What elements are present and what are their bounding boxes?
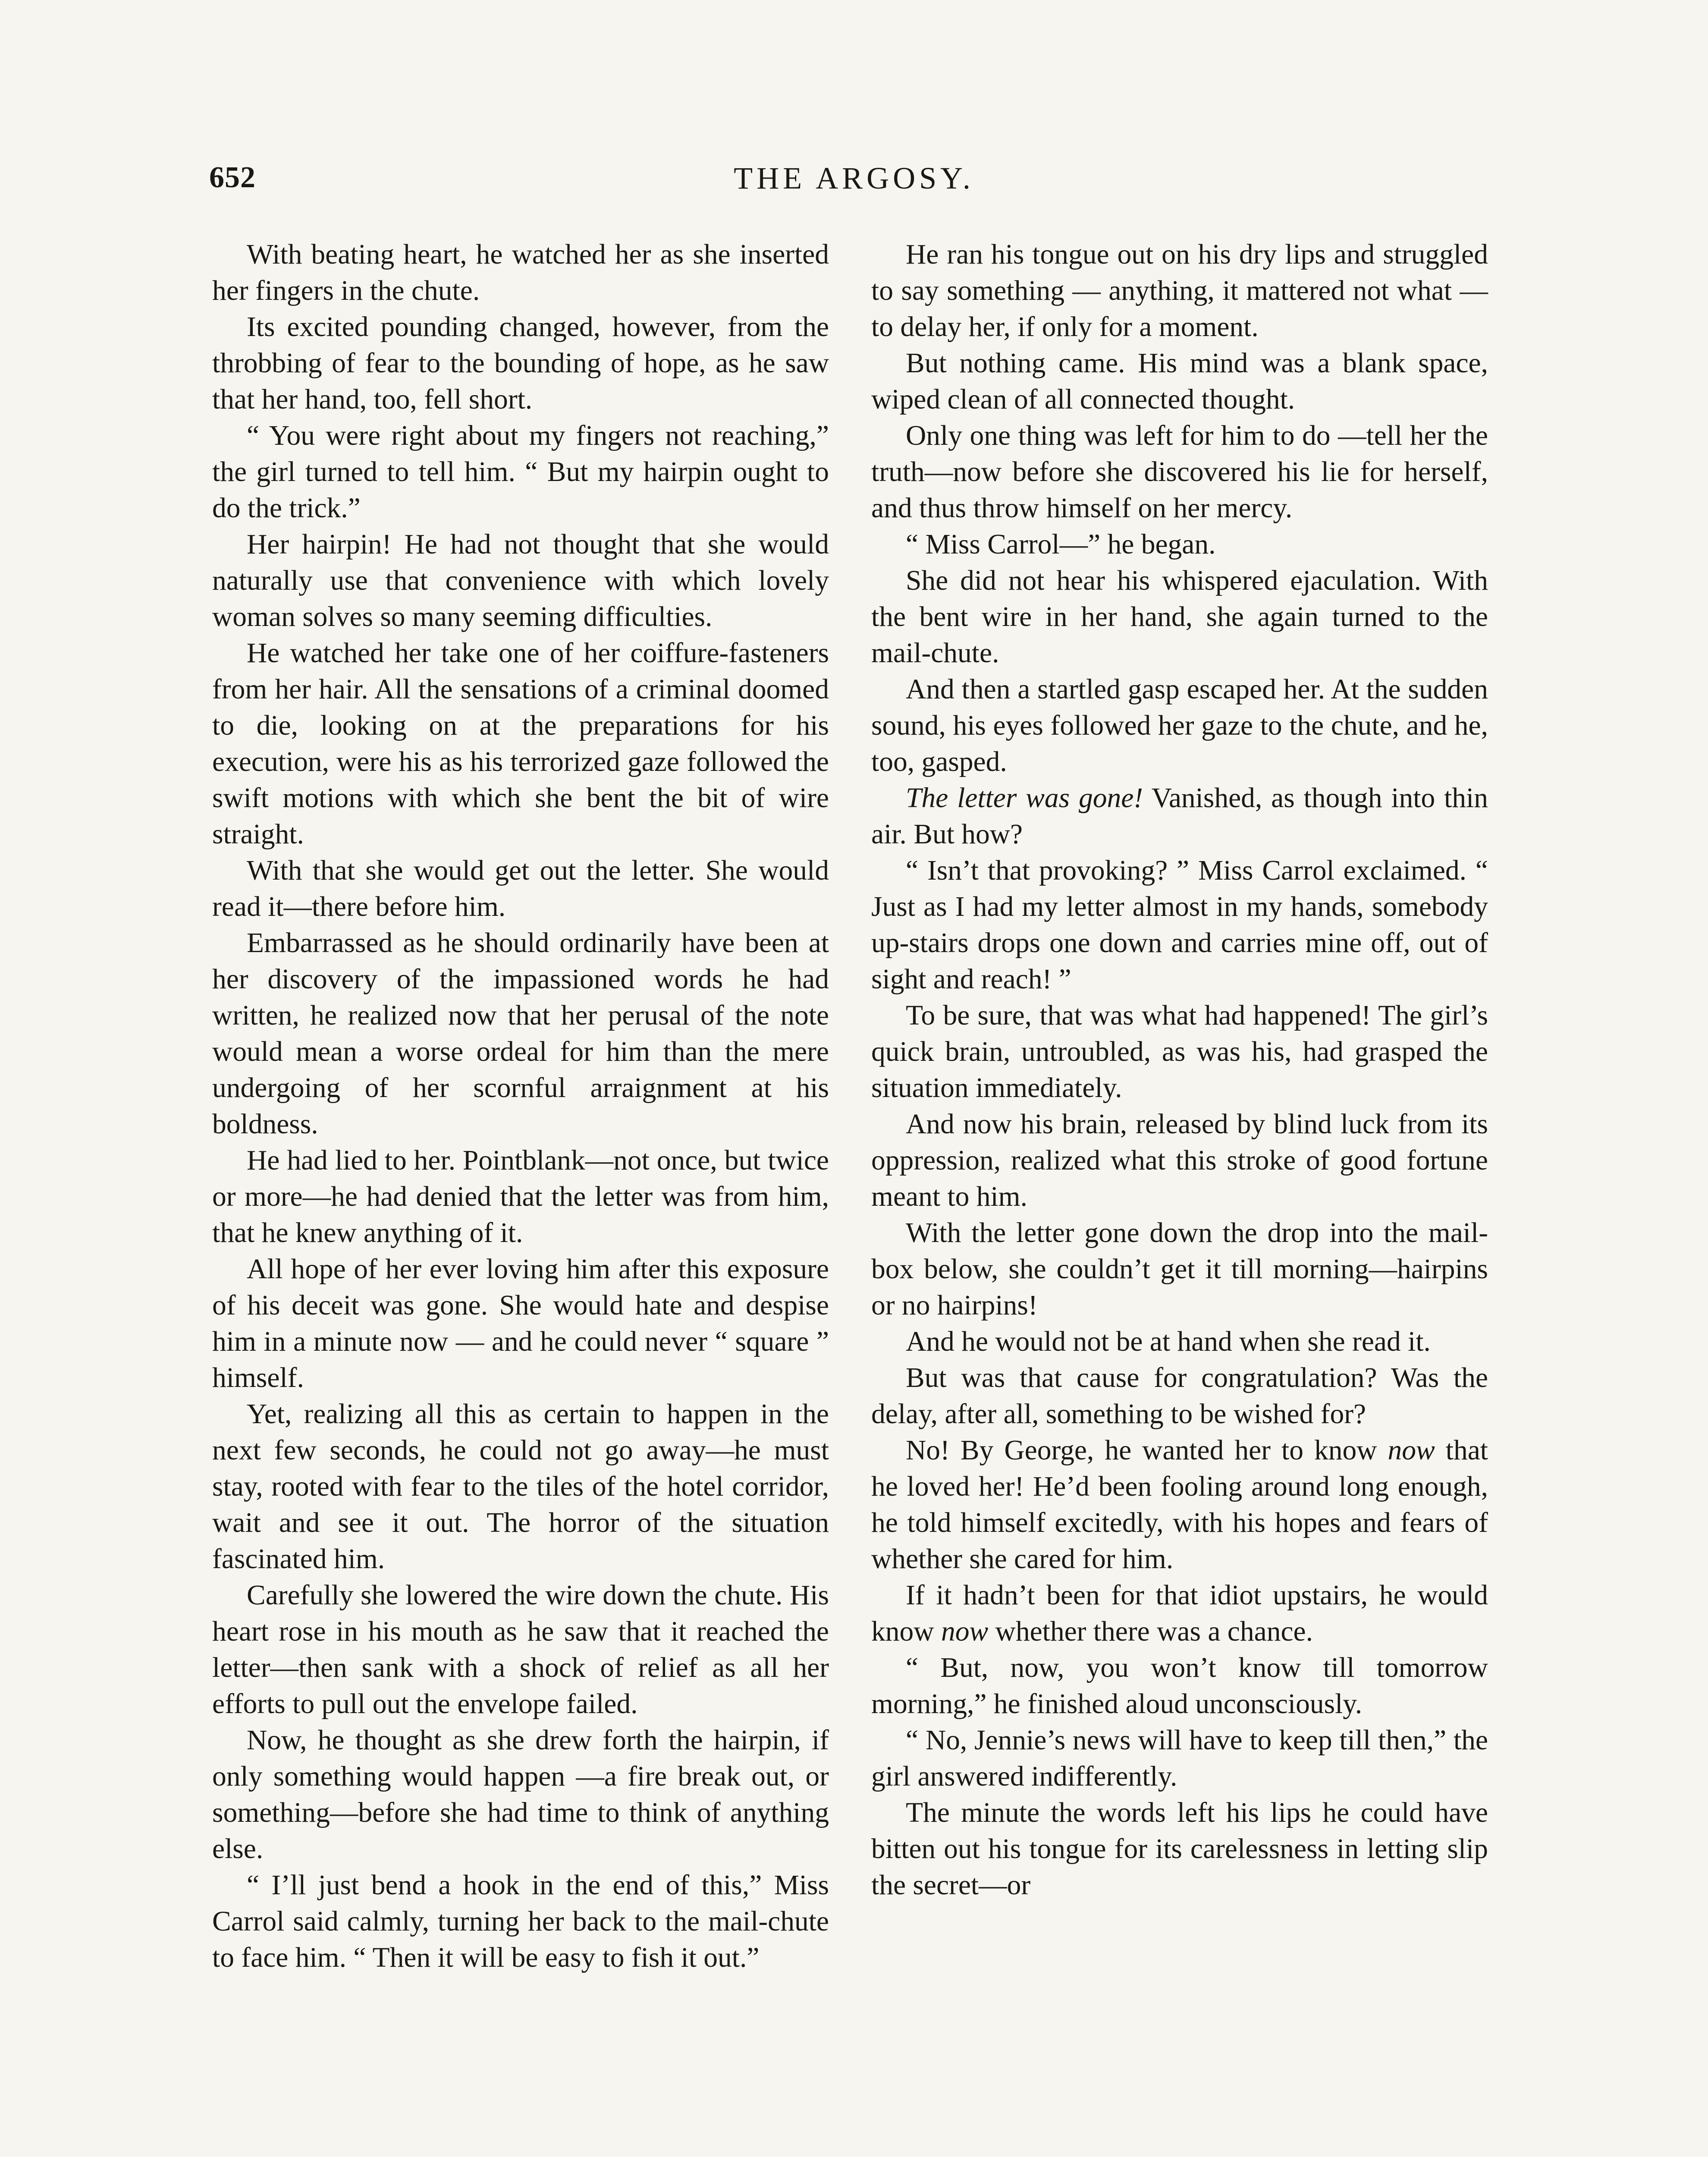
paragraph <box>871 1432 1488 1577</box>
italic-emphasis: now <box>941 1616 989 1647</box>
paragraph: She did not hear his whispered ejaculation. With the bent wire in her hand, she again turned to the mail-chute. <box>871 565 1488 669</box>
paragraph: Yet, realizing all this as certain to happen in the next few seconds, he could not go away—he must stay, rooted with fear to the tiles of the hotel corridor, wait and see it out. The horror of the situation fascinated him. <box>212 1399 829 1575</box>
paragraph: With beating heart, he watched her as she inserted her fingers in the chute. <box>212 239 829 306</box>
paragraph: Now, he thought as she drew forth the hairpin, if only something would happen —a fire break out, or something—before she had time to think of anything else. <box>212 1725 829 1865</box>
paragraph: Her hairpin! He had not thought that she would naturally use that convenience with which lovely woman solves so many seeming difficulties. <box>212 529 829 632</box>
paragraph: “ But, now, you won’t know till tomorrow morning,” he finished aloud unconsciously. <box>871 1652 1488 1720</box>
paragraph: But nothing came. His mind was a blank space, wiped clean of all connected thought. <box>871 348 1488 415</box>
right-text-column <box>871 236 1488 1903</box>
paragraph: And he would not be at hand when she read it. <box>906 1326 1431 1357</box>
paragraph: Only one thing was left for him to do —tell her the truth—now before she discovered his lie for herself, and thus throw himself on her mercy. <box>871 420 1488 524</box>
paragraph-text: whether there was a chance. <box>988 1616 1313 1647</box>
paragraph: “ Isn’t that provoking? ” Miss Carrol exclaimed. “ Just as I had my letter almost in my hands, somebody up-stairs drops one down and carries mine off, out of sight and reach! ” <box>871 855 1488 995</box>
paragraph: “ No, Jennie’s news will have to keep till then,” the girl answered indifferently. <box>871 1725 1488 1792</box>
paragraph: He had lied to her. Pointblank—not once, but twice or more—he had denied that the letter was from him, that he knew anything of it. <box>212 1145 829 1248</box>
paragraph <box>871 780 1488 852</box>
paragraph: The minute the words left his lips he could have bitten out his tongue for its carelessness in letting slip the secret—or <box>871 1797 1488 1901</box>
paragraph-text: Vanished, as though into thin air. But how? <box>871 783 1488 850</box>
italic-emphasis: The letter was gone! <box>906 783 1143 814</box>
paragraph: But was that cause for congratulation? Was the delay, after all, something to be wished for? <box>871 1362 1488 1430</box>
italic-emphasis: now <box>1388 1435 1435 1466</box>
paragraph: All hope of her ever loving him after this exposure of his deceit was gone. She would hate and despise him in a minute now — and he could never “ square ” himself. <box>212 1254 829 1393</box>
left-text-column <box>212 236 829 1976</box>
paragraph: Carefully she lowered the wire down the chute. His heart rose in his mouth as he saw that it reached the letter—then sank with a shock of relief as all her efforts to pull out the envelope failed. <box>212 1580 829 1720</box>
paragraph-text: that he loved her! He’d been fooling around long enough, he told himself excitedly, with his hopes and fears of whether she cared for him. <box>871 1435 1488 1575</box>
paragraph: With that she would get out the letter. She would read it—there before him. <box>212 855 829 922</box>
paragraph: With the letter gone down the drop into the mail-box below, she couldn’t get it till morning—hairpins or no hairpins! <box>871 1217 1488 1321</box>
paragraph: Embarrassed as he should ordinarily have been at her discovery of the impassioned words he had written, he realized now that her perusal of the note would mean a worse ordeal for him than the mere undergoing of her scornful arraignment at his boldness. <box>212 928 829 1140</box>
paragraph: And then a startled gasp escaped her. At the sudden sound, his eyes followed her gaze to the chute, and he, too, gasped. <box>871 674 1488 777</box>
paragraph: “ You were right about my fingers not reaching,” the girl turned to tell him. “ But my hairpin ought to do the trick.” <box>212 420 829 524</box>
paragraph: Its excited pounding changed, however, from the throbbing of fear to the bounding of hope, as he saw that her hand, too, fell short. <box>212 311 829 415</box>
paragraph: To be sure, that was what had happened! The girl’s quick brain, untroubled, as was his, had grasped the situation immediately. <box>871 1000 1488 1104</box>
paragraph <box>871 1577 1488 1650</box>
paragraph-text: If it hadn’t been for that idiot upstairs, he would know <box>871 1580 1488 1647</box>
paragraph: He watched her take one of her coiffure-fasteners from her hair. All the sensations of a criminal doomed to die, looking on at the preparations for his execution, were his as his terrorized gaze followed the swift motions with which she bent the bit of wire straight. <box>212 638 829 850</box>
page-number: 652 <box>209 161 256 194</box>
running-head: THE ARGOSY. <box>734 161 974 195</box>
paragraph: And now his brain, released by blind luck from its oppression, realized what this stroke of good fortune meant to him. <box>871 1109 1488 1212</box>
paragraph: “ Miss Carrol—” he began. <box>906 529 1216 560</box>
paragraph: “ I’ll just bend a hook in the end of this,” Miss Carrol said calmly, turning her back to the mail-chute to face him. “ Then it will be easy to fish it out.” <box>212 1870 829 1973</box>
paragraph-text: No! By George, he wanted her to know <box>906 1435 1388 1466</box>
paragraph: He ran his tongue out on his dry lips and struggled to say something — anything, it mattered not what — to delay her, if only for a moment. <box>871 239 1488 343</box>
